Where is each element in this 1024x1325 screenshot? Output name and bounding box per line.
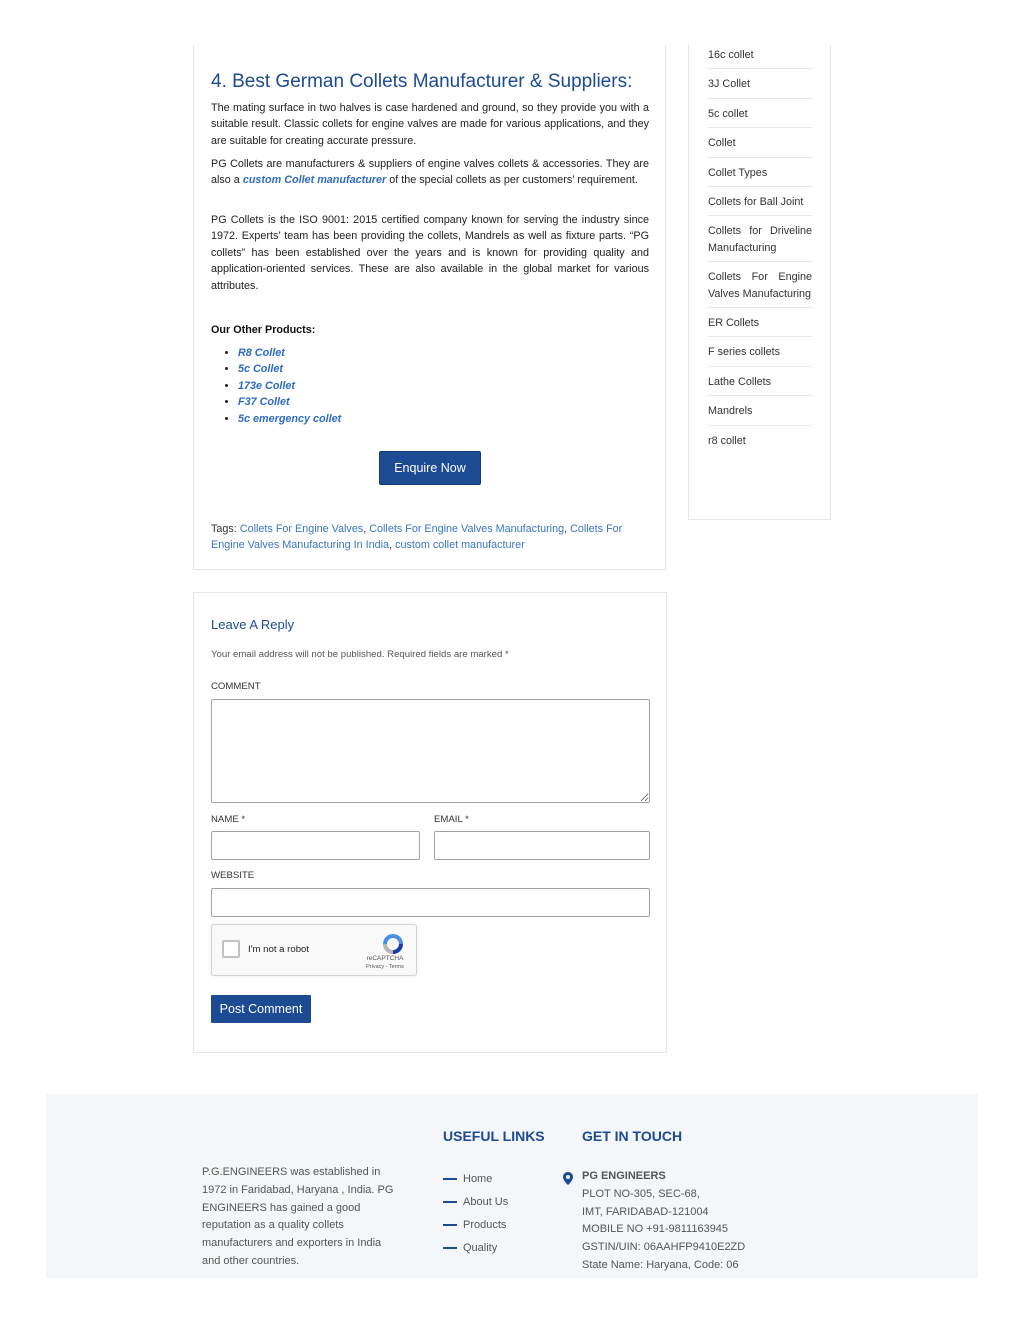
footer-link-home[interactable] (443, 1168, 508, 1191)
paragraph-text: of the special collets as per customers’ requirement. (386, 174, 638, 187)
email-label: EMAIL * (434, 814, 469, 825)
dash-icon (443, 1224, 457, 1226)
article-paragraph (211, 156, 649, 189)
category-list (708, 45, 812, 454)
comment-form (193, 592, 667, 1053)
state-info: State Name: Haryana, Code: 06 (582, 1258, 739, 1271)
category-link[interactable]: 16c collet (708, 45, 812, 69)
category-sidebar (688, 45, 831, 520)
product-list (220, 345, 341, 427)
article-card (193, 45, 666, 570)
post-tags: Tags: Collets For Engine Valves, Collets For Engine Valves Manufacturing, Collets For Engine Valves Manufacturing In India, custom collet manufacturer (211, 523, 623, 551)
products-title: Our Other Products: (211, 324, 316, 336)
dash-icon (443, 1247, 457, 1249)
category-link[interactable]: Collets For Engine Valves Manufacturing (708, 262, 812, 308)
gstin: GSTIN/UIN: 06AAHFP9410E2ZD (582, 1241, 746, 1254)
category-link[interactable]: F series collets (708, 337, 812, 366)
name-field[interactable] (211, 831, 420, 860)
tags-label: Tags: (211, 523, 240, 535)
post-comment-button[interactable]: Post Comment (211, 995, 311, 1023)
footer-link-label: Home (463, 1173, 493, 1185)
category-link[interactable]: r8 collet (708, 434, 746, 447)
recaptcha-brand: reCAPTCHA (366, 955, 404, 962)
tag-link[interactable]: Collets For Engine Valves Manufacturing (369, 523, 565, 535)
site-footer (46, 1094, 978, 1278)
comment-textarea[interactable] (211, 699, 650, 803)
tag-link[interactable]: custom collet manufacturer (395, 539, 525, 551)
category-link[interactable]: 5c collet (708, 99, 812, 128)
category-link[interactable]: Collets for Ball Joint (708, 187, 812, 216)
category-link[interactable]: Mandrels (708, 396, 812, 425)
category-link[interactable]: Collets for Driveline Manufacturing (708, 216, 812, 262)
tag-link[interactable]: Collets For Engine Valves Manufacturing In India (211, 523, 623, 551)
get-in-touch-heading: GET IN TOUCH (582, 1128, 683, 1144)
recaptcha-text: I'm not a robot (248, 944, 310, 955)
footer-link-label: About Us (463, 1196, 509, 1208)
footer-link-products[interactable] (443, 1214, 508, 1237)
category-link[interactable]: Collet Types (708, 158, 812, 187)
product-link[interactable]: • 173e Collet (238, 378, 341, 394)
comment-label: COMMENT (211, 681, 261, 692)
product-link[interactable]: • 5c emergency collet (238, 411, 341, 427)
article-heading: 4. Best German Collets Manufacturer & Suppliers: (211, 71, 633, 92)
recaptcha-widget (211, 924, 417, 976)
category-link[interactable]: Lathe Collets (708, 367, 812, 396)
company-name: PG ENGINEERS (582, 1170, 666, 1182)
footer-link-about[interactable] (443, 1191, 508, 1214)
address-line: PLOT NO-305, SEC-68, (582, 1187, 700, 1200)
dash-icon (443, 1201, 457, 1203)
product-link[interactable]: • 5c Collet (238, 361, 341, 377)
comment-notes: Your email address will not be published. Required fields are marked * (211, 649, 509, 660)
footer-link-label: Products (463, 1219, 507, 1231)
recaptcha-terms[interactable]: Privacy - Terms (366, 964, 404, 970)
reply-title: Leave A Reply (211, 617, 295, 632)
website-label: WEBSITE (211, 870, 255, 881)
footer-link-label: Quality (463, 1242, 498, 1254)
website-field[interactable] (211, 888, 650, 917)
category-link[interactable]: ER Collets (708, 308, 812, 337)
footer-link-quality[interactable] (443, 1237, 508, 1260)
recaptcha-logo-icon (380, 931, 406, 957)
footer-about: P.G.ENGINEERS was established in 1972 in Faridabad, Haryana , India. PG ENGINEERS has gained a good reputation as a quality collets manufacturers and exporters in India and other countries. (202, 1166, 394, 1267)
mobile-number: MOBILE NO +91-9811163945 (582, 1223, 729, 1236)
product-link[interactable]: • R8 Collet (238, 345, 341, 361)
enquire-now-button[interactable]: Enquire Now (379, 451, 481, 485)
dash-icon (443, 1178, 457, 1180)
tag-link[interactable]: Collets For Engine Valves (239, 523, 364, 535)
map-pin-icon (563, 1172, 573, 1185)
name-label: NAME * (211, 814, 246, 825)
recaptcha-checkbox[interactable] (222, 940, 240, 958)
email-field[interactable] (434, 831, 650, 860)
custom-collet-link[interactable]: custom Collet manufacturer (242, 174, 387, 187)
contact-details (582, 1168, 745, 1275)
paragraph-text: PG Collets are manufacturers & suppliers of engine valves collets & accessories. They are also a (211, 158, 649, 187)
article-paragraph: PG Collets is the ISO 9001: 2015 certified company known for serving the industry since 1972. Experts’ team has been providing the collets, Mandrels as well as fixture parts. “PG collets” has been established over the years and is known for providing quality and application-oriented services. These are also available in the global market for various attributes. (211, 214, 649, 292)
category-link[interactable]: 3J Collet (708, 69, 812, 98)
article-paragraph: The mating surface in two halves is case hardened and ground, so they provide you with a suitable result. Classic collets for engine valves are made for various applications, and they are suitable for creating accurate pressure. (211, 102, 649, 147)
category-link[interactable]: Collet (708, 128, 812, 157)
useful-links-heading: USEFUL LINKS (443, 1128, 545, 1144)
footer-links (443, 1168, 508, 1260)
product-link[interactable]: • F37 Collet (238, 394, 341, 410)
address-line: IMT, FARIDABAD-121004 (582, 1205, 709, 1218)
